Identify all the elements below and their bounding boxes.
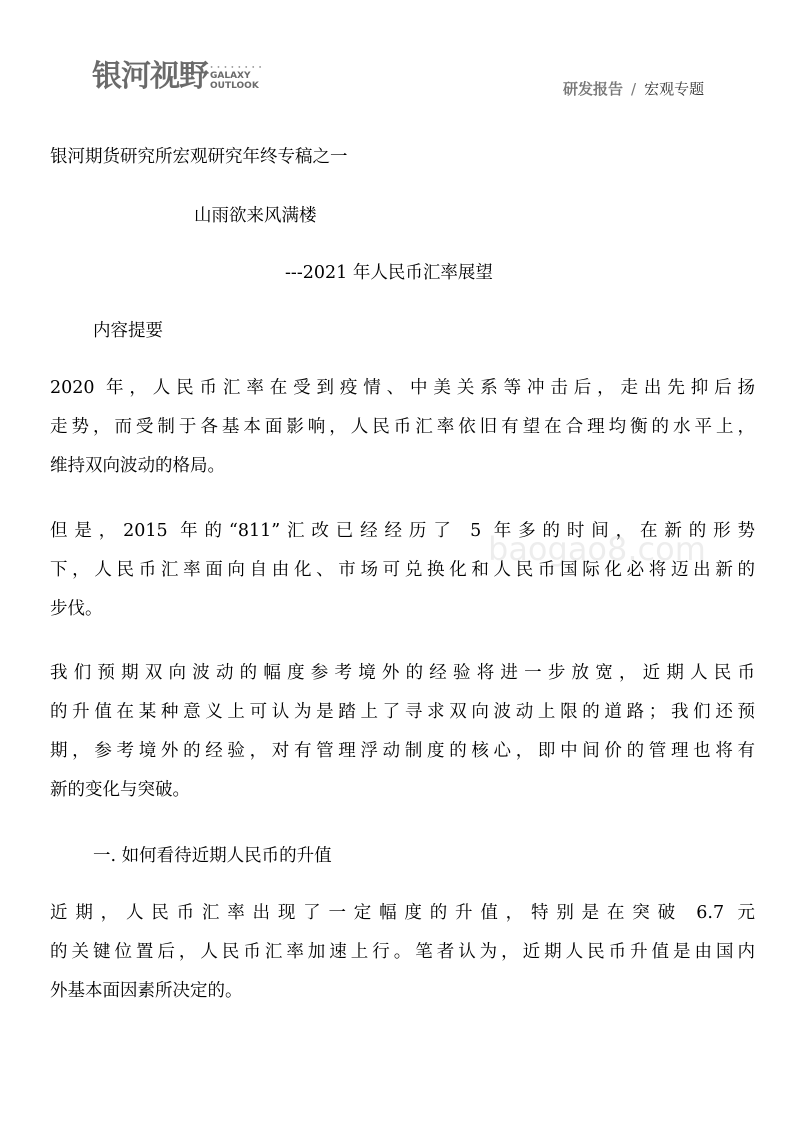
paragraph-line: 2020 年，人民币汇率在受到疫情、中美关系等冲击后，走出先抑后扬: [50, 378, 755, 398]
document-subtitle: ---2021 年人民币汇率展望: [285, 263, 493, 283]
paragraph-line: 步伐。: [50, 599, 103, 619]
paragraph-line: 维持双向波动的格局。: [50, 456, 225, 476]
paragraph-line: 期，参考境外的经验，对有管理浮动制度的核心，即中间价的管理也将有: [50, 741, 755, 761]
category-secondary: 宏观专题: [644, 80, 705, 98]
watermark: baogao8.com: [488, 530, 706, 568]
section-heading: 一. 如何看待近期人民币的升值: [93, 846, 332, 866]
logo-en-line1: GALAXY: [210, 71, 251, 81]
paragraph-line: 新的变化与突破。: [50, 780, 190, 800]
logo-english-text: [210, 65, 263, 94]
series-title: 银河期货研究所宏观研究年终专稿之一: [50, 147, 348, 167]
logo-en-line2: OUTLOOK: [210, 81, 259, 91]
logo-chinese-text: 银河视野: [92, 59, 208, 94]
galaxy-outlook-logo: [92, 60, 263, 94]
summary-paragraph-3: [50, 661, 755, 817]
category-primary: 研发报告: [563, 80, 624, 98]
summary-paragraph-2: [50, 519, 755, 636]
category-separator: /: [631, 80, 637, 98]
paragraph-line: 外基本面因素所决定的。: [50, 981, 243, 1001]
summary-paragraph-1: [50, 376, 755, 493]
paragraph-line: 走势，而受制于各基本面影响，人民币汇率依旧有望在合理均衡的水平上，: [50, 417, 755, 437]
paragraph-line: 的升值在某种意义上可认为是踏上了寻求双向波动上限的道路；我们还预: [50, 702, 755, 722]
paragraph-line: 但是，2015 年的“811”汇改已经经历了 5 年多的时间，在新的形势: [50, 521, 755, 541]
page-header: [0, 0, 800, 110]
paragraph-line: 下，人民币汇率面向自由化、市场可兑换化和人民币国际化必将迈出新的: [50, 560, 755, 580]
report-category: [563, 78, 704, 99]
summary-heading: 内容提要: [93, 321, 163, 341]
paragraph-line: 我们预期双向波动的幅度参考境外的经验将进一步放宽，近期人民币: [50, 663, 755, 683]
logo-dots: • • • • • • • •: [210, 65, 263, 71]
document-title: 山雨欲来风满楼: [194, 206, 317, 226]
section-paragraph: [50, 901, 755, 1018]
paragraph-line: 近期，人民币汇率出现了一定幅度的升值，特别是在突破 6.7 元: [50, 903, 755, 923]
paragraph-line: 的关键位置后，人民币汇率加速上行。笔者认为，近期人民币升值是由国内: [50, 942, 755, 962]
